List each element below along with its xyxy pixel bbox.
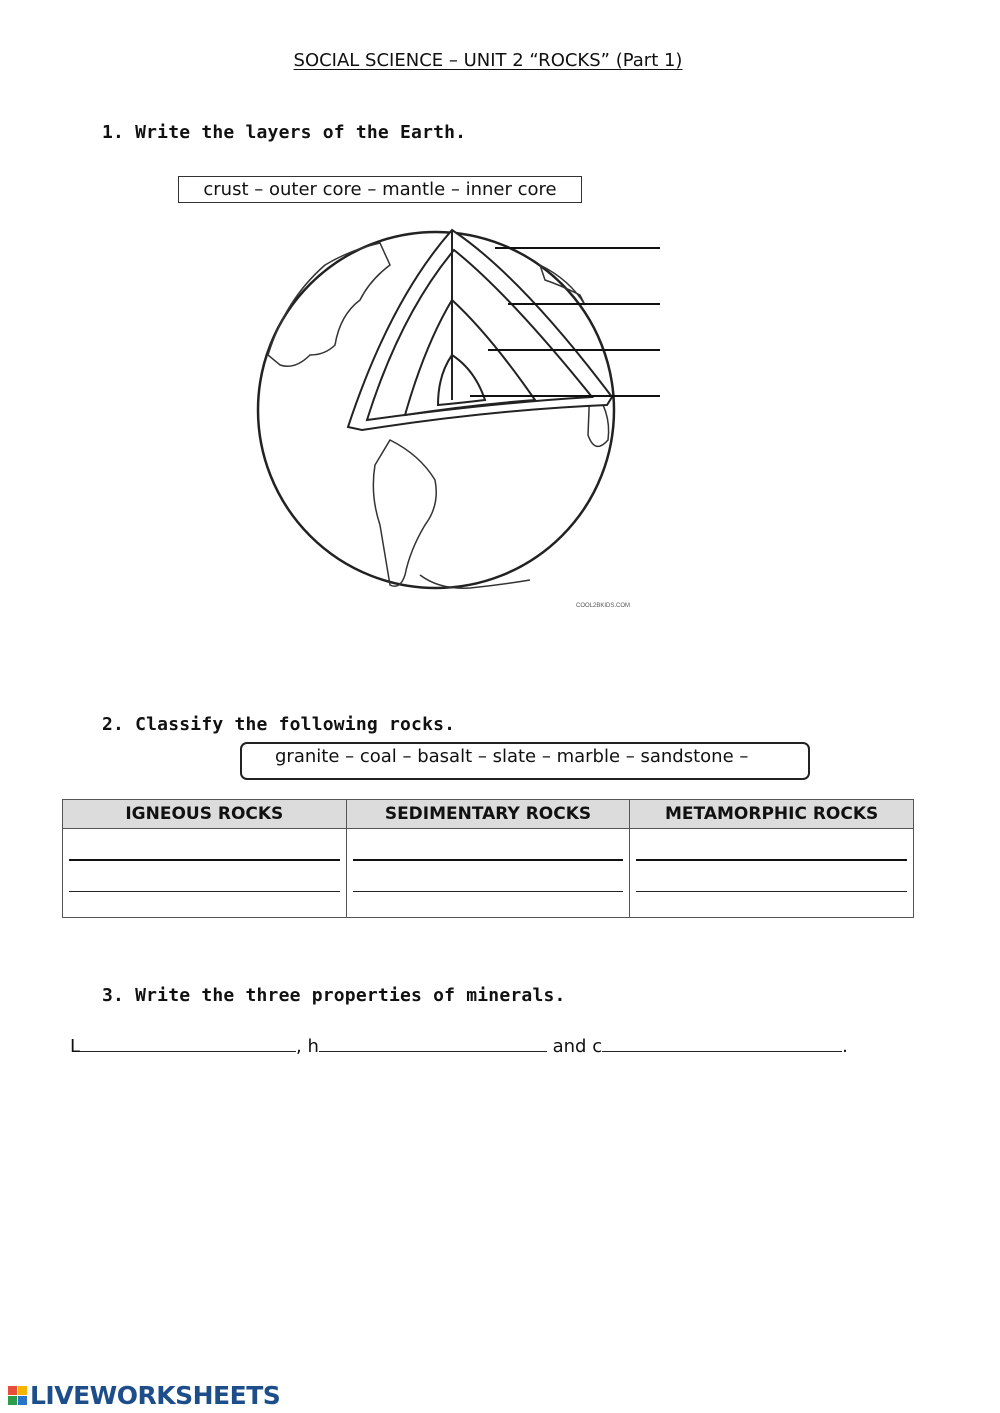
sentence-end: . xyxy=(842,1036,848,1057)
logo-icon xyxy=(8,1386,27,1405)
property-3-blank[interactable] xyxy=(602,1033,842,1052)
property-1-letter: L xyxy=(70,1036,81,1057)
sedimentary-answer-cell[interactable] xyxy=(346,829,630,918)
property-2-blank[interactable] xyxy=(319,1033,547,1052)
answer-line[interactable] xyxy=(69,891,340,892)
property-3-letter: and c xyxy=(546,1036,603,1057)
metamorphic-answer-cell[interactable] xyxy=(630,829,914,918)
question-1-prompt: 1. Write the layers of the Earth. xyxy=(102,122,467,143)
question-2-prompt: 2. Classify the following rocks. xyxy=(102,714,456,735)
answer-line[interactable] xyxy=(353,859,624,861)
header-igneous: IGNEOUS ROCKS xyxy=(63,800,347,829)
property-1-blank[interactable] xyxy=(80,1033,296,1052)
answer-line[interactable] xyxy=(636,891,907,892)
header-metamorphic: METAMORPHIC ROCKS xyxy=(630,800,914,829)
layers-word-bank: crust – outer core – mantle – inner core xyxy=(178,176,582,203)
question-3-prompt: 3. Write the three properties of minerals. xyxy=(102,985,566,1006)
earth-layers-diagram xyxy=(240,205,660,615)
liveworksheets-logo xyxy=(8,1381,280,1409)
property-2-letter: , h xyxy=(296,1036,319,1057)
answer-line[interactable] xyxy=(636,859,907,861)
answer-line[interactable] xyxy=(69,859,340,861)
header-sedimentary: SEDIMENTARY ROCKS xyxy=(346,800,630,829)
logo-text: LIVEWORKSHEETS xyxy=(30,1380,281,1410)
igneous-answer-cell[interactable] xyxy=(63,829,347,918)
mineral-properties-sentence xyxy=(70,1033,848,1057)
answer-line[interactable] xyxy=(353,891,624,892)
image-credit: COOL2BKIDS.COM xyxy=(576,603,631,609)
rocks-classification-table xyxy=(62,799,914,918)
worksheet-title: SOCIAL SCIENCE – UNIT 2 “ROCKS” (Part 1) xyxy=(293,50,683,71)
rocks-word-bank: granite – coal – basalt – slate – marble – sandstone – xyxy=(240,742,810,780)
